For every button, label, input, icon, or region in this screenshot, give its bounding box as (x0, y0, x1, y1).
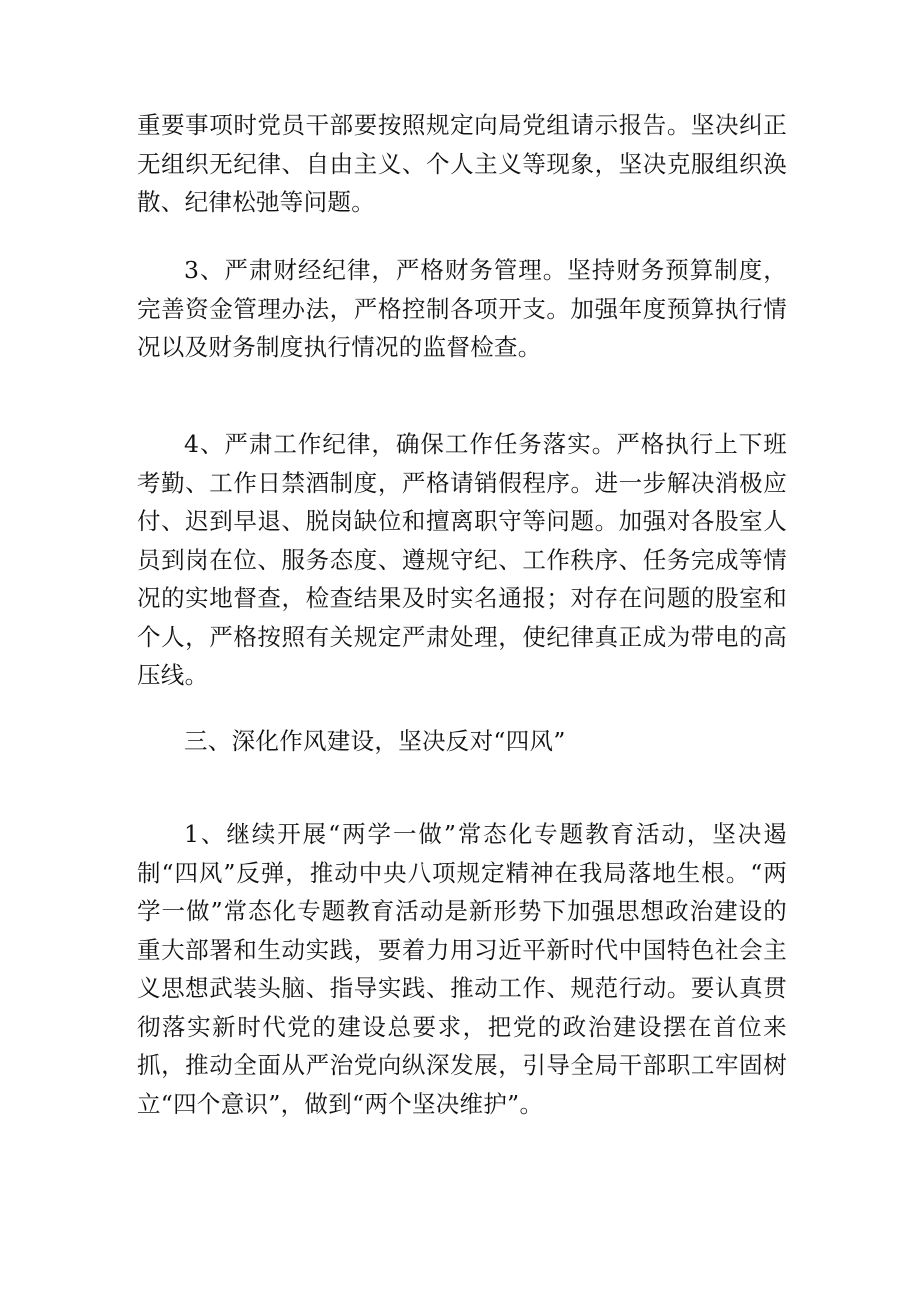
paragraph-work-discipline: 4、严肃工作纪律，确保工作任务落实。严格执行上下班考勤、工作日禁酒制度，严格请销假程序。进一步解决消极应付、迟到早退、脱岗缺位和擅离职守等问题。加强对各股室人员到岗在位、服务态度、遵规守纪、工作秩序、任务完成等情况的实地督查，检查结果及时实名通报；对存在问题的股室和个人，严格按照有关规定严肃处理，使纪律真正成为带电的高压线。 (137, 430, 787, 689)
paragraph-continuation: 重要事项时党员干部要按照规定向局党组请示报告。坚决纠正无组织无纪律、自由主义、个人主义等现象，坚决克服组织涣散、纪律松弛等问题。 (137, 111, 787, 216)
paragraph-education-activity: 1、继续开展“两学一做”常态化专题教育活动，坚决遏制“四风”反弹，推动中央八项规定精神在我局落地生根。“两学一做”常态化专题教育活动是新形势下加强思想政治建设的重大部署和生动实践，要着力用习近平新时代中国特色社会主义思想武装头脑、指导实践、推动工作、规范行动。要认真贯彻落实新时代党的建设总要求，把党的政治建设摆在首位来抓，推动全面从严治党向纵深发展，引导全局干部职工牢固树立“四个意识”，做到“两个坚决维护”。 (137, 820, 787, 1118)
section-heading: 三、深化作风建设，坚决反对“四风” (184, 727, 566, 755)
paragraph-financial-discipline: 3、严肃财经纪律，严格财务管理。坚持财务预算制度，完善资金管理办法，严格控制各项开支。加强年度预算执行情况以及财务制度执行情况的监督检查。 (137, 256, 787, 361)
